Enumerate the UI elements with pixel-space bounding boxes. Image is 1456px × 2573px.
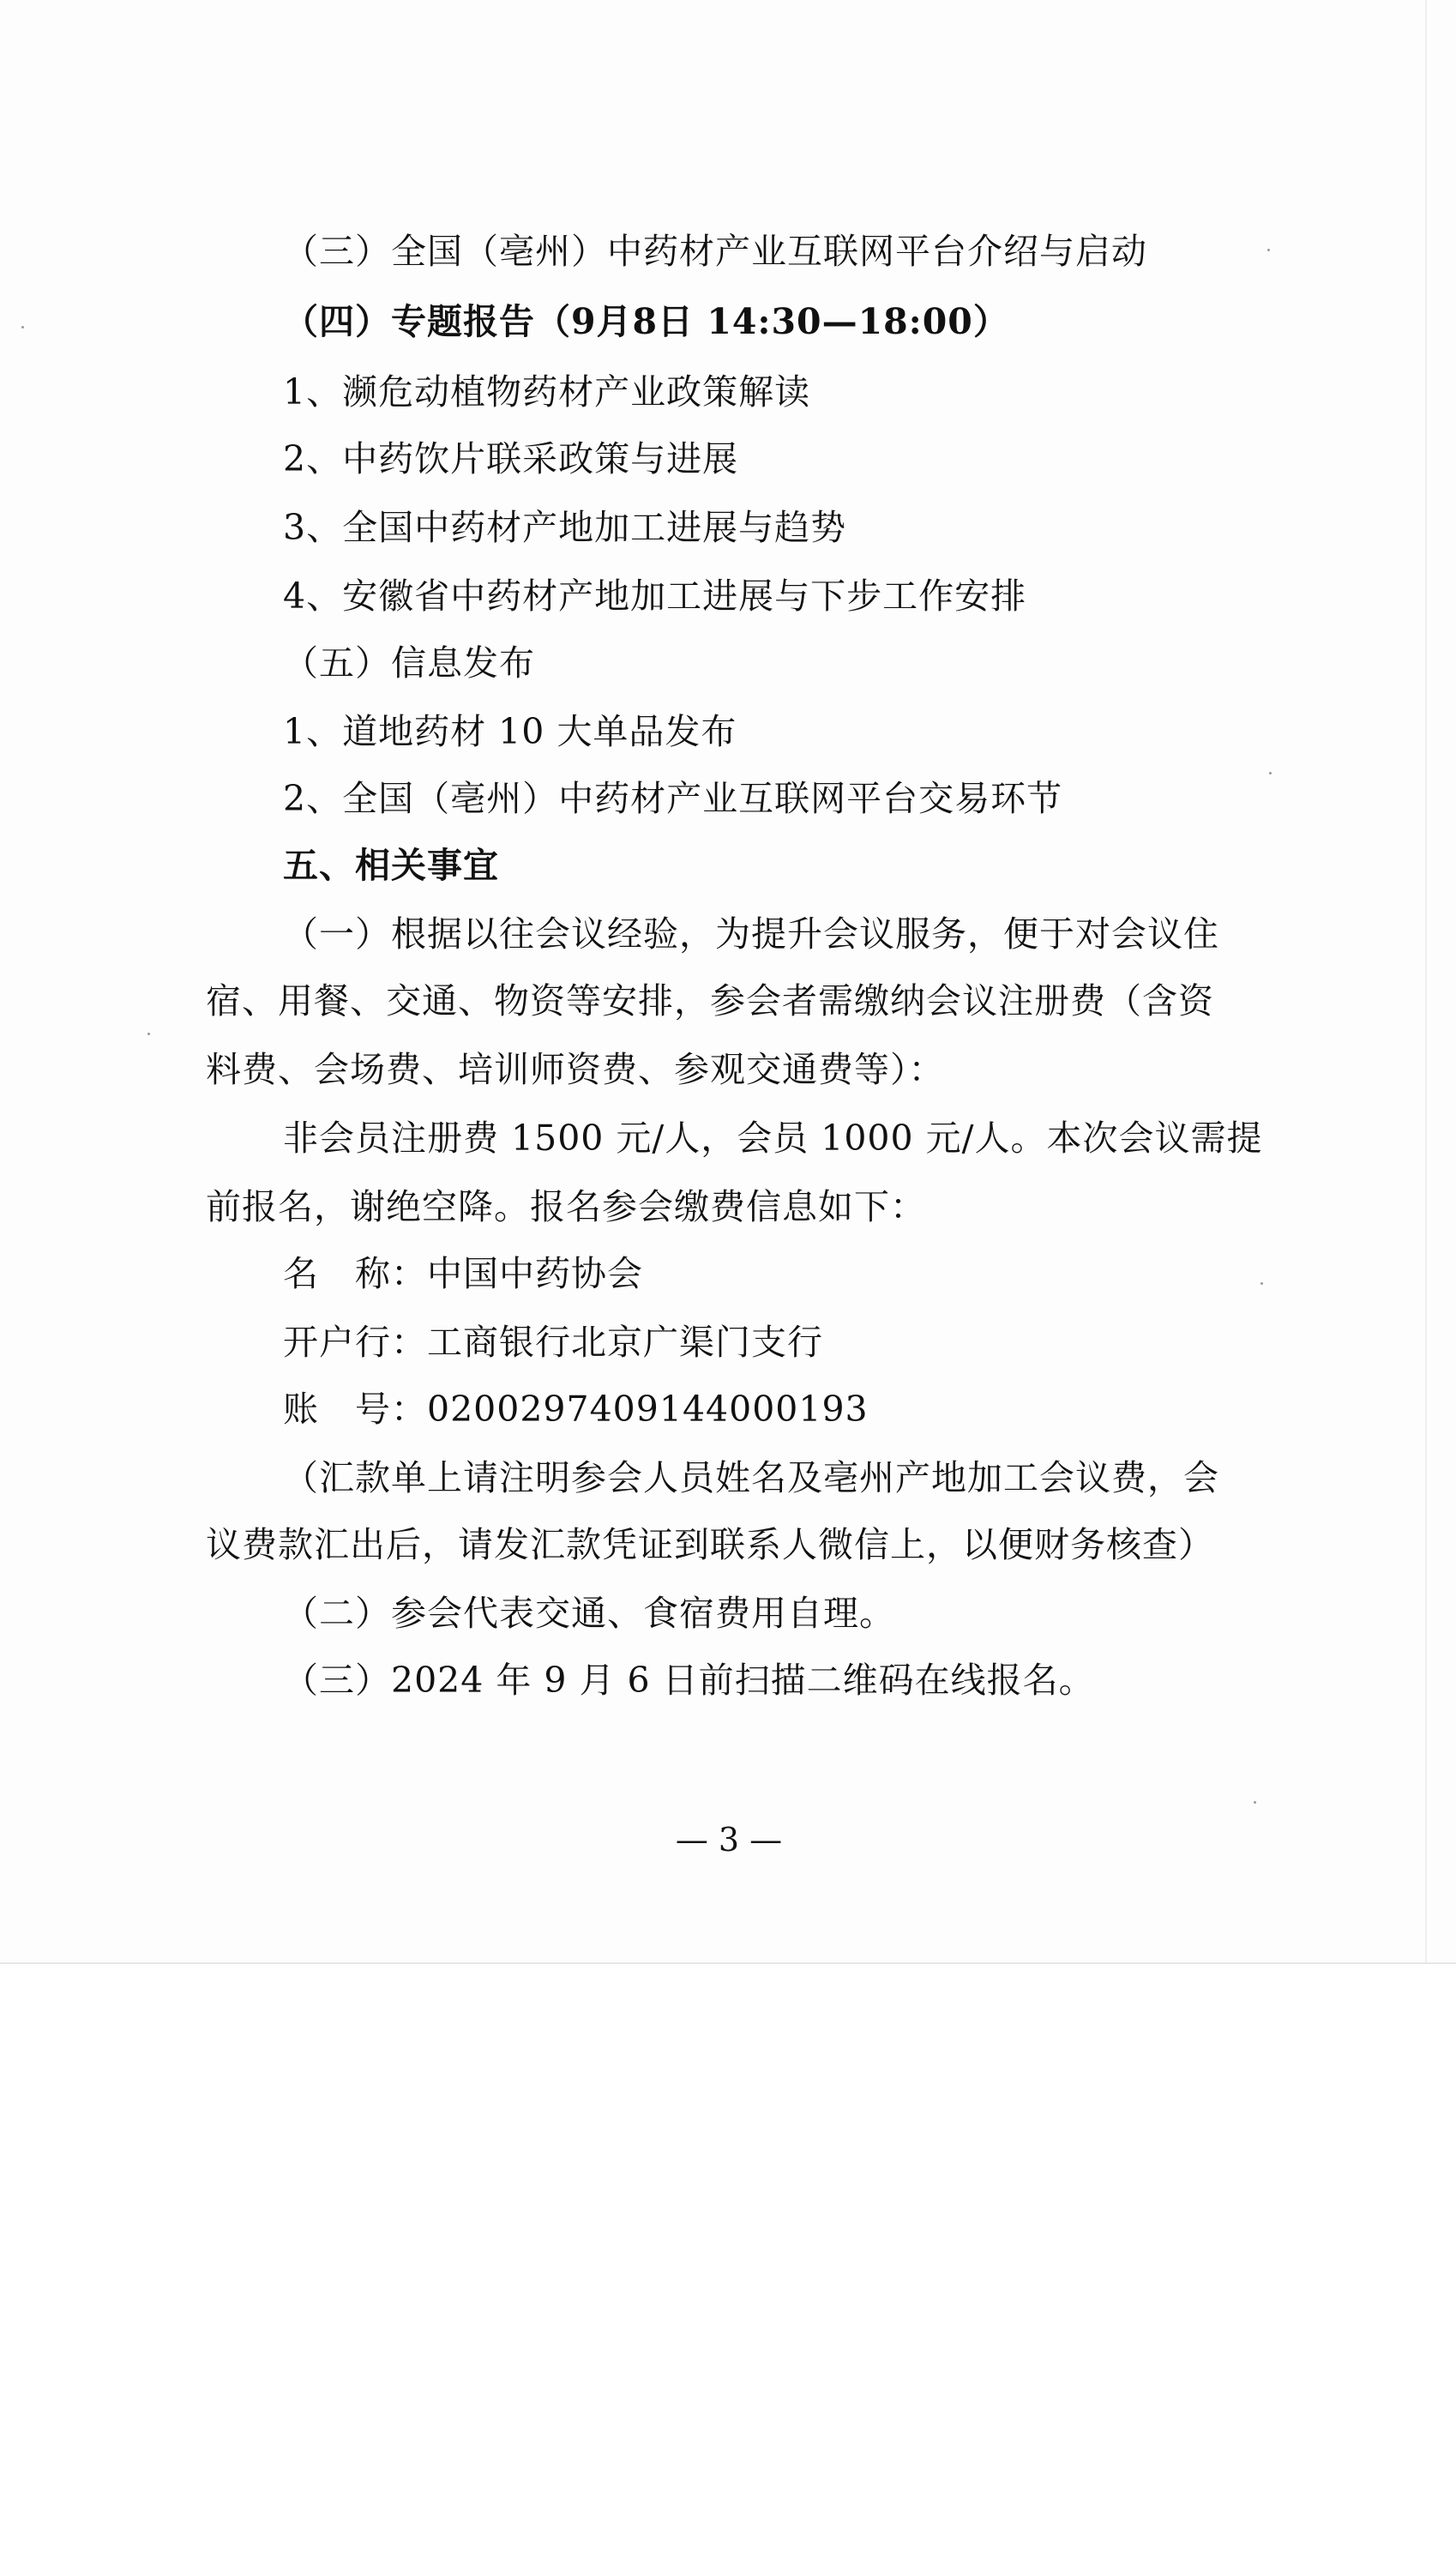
report-item-2: 2、中药饮片联采政策与进展 [283, 438, 739, 479]
report-item-3: 3、全国中药材产地加工进展与趋势 [283, 507, 847, 548]
paragraph-1-line-3: 料费、会场费、培训师资费、参观交通费等）： [206, 1049, 945, 1090]
fee-line-1: 非会员注册费 1500 元/人，会员 1000 元/人。本次会议需提 [283, 1118, 1263, 1159]
scan-speck [1269, 772, 1272, 774]
release-item-1: 1、道地药材 10 大单品发布 [283, 711, 737, 752]
scan-speck [1260, 1282, 1263, 1285]
agenda-item-5-heading: （五）信息发布 [283, 642, 535, 684]
scan-speck [1267, 249, 1270, 251]
page-bottom-edge [0, 1962, 1456, 1964]
agenda-item-4-heading: （四）专题报告（9月8日 14:30—18:00） [283, 301, 1009, 342]
report-item-1: 1、濒危动植物药材产业政策解读 [283, 371, 811, 413]
registration-note: （三）2024 年 9 月 6 日前扫描二维码在线报名。 [283, 1660, 1095, 1701]
scan-speck [1254, 1801, 1256, 1804]
release-item-2: 2、全国（亳州）中药材产业互联网平台交易环节 [283, 778, 1063, 819]
fee-line-2: 前报名，谢绝空降。报名参会缴费信息如下： [206, 1186, 926, 1227]
remittance-note-line-2: 议费款汇出后，请发汇款凭证到联系人微信上，以便财务核查） [206, 1524, 1214, 1565]
page-right-edge [1425, 0, 1427, 1964]
agenda-item-3: （三）全国（亳州）中药材产业互联网平台介绍与启动 [283, 231, 1147, 272]
account-name: 名 称：中国中药协会 [283, 1253, 643, 1294]
page-number: — 3 — [675, 1821, 783, 1859]
account-bank: 开户行：工商银行北京广渠门支行 [283, 1322, 823, 1363]
scan-speck [147, 1033, 150, 1035]
remittance-note-line-1: （汇款单上请注明参会人员姓名及亳州产地加工会议费，会 [283, 1457, 1219, 1498]
section-5-heading: 五、相关事宜 [283, 845, 499, 886]
paragraph-1-line-1: （一）根据以往会议经验，为提升会议服务，便于对会议住 [283, 913, 1219, 955]
scan-speck [21, 326, 24, 328]
expenses-note: （二）参会代表交通、食宿费用自理。 [283, 1593, 895, 1634]
paragraph-1-line-2: 宿、用餐、交通、物资等安排，参会者需缴纳会议注册费（含资 [206, 980, 1214, 1021]
report-item-4: 4、安徽省中药材产地加工进展与下步工作安排 [283, 575, 1027, 617]
account-number: 账 号：0200297409144000193 [283, 1389, 869, 1430]
